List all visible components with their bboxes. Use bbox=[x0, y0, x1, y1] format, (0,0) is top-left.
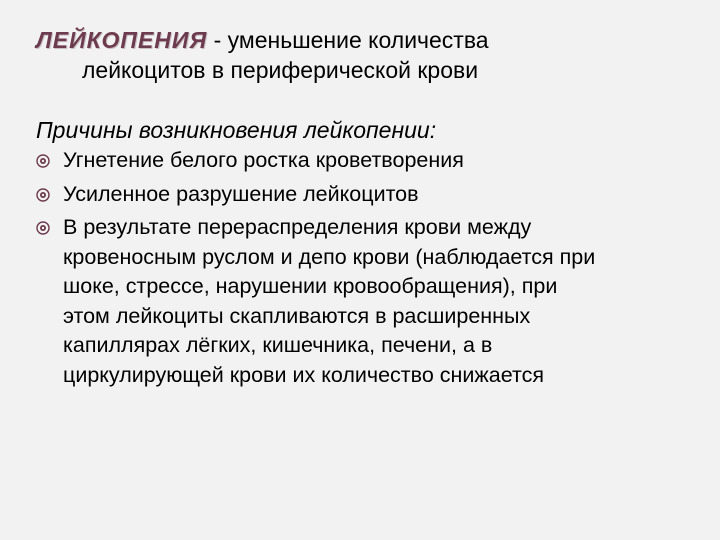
target-circle-bullet-icon bbox=[36, 188, 50, 202]
cause-text-line: шоке, стрессе, нарушении кровообращения), при bbox=[63, 274, 558, 298]
cause-text-line: В результате перераспределения крови между bbox=[63, 215, 532, 239]
cause-item bbox=[36, 213, 686, 390]
definition-text-line1: - уменьшение количества bbox=[207, 27, 489, 53]
causes-heading: Причины возникновения лейкопении: bbox=[36, 117, 437, 143]
cause-text-line: циркулирующей крови их количество снижается bbox=[63, 362, 544, 387]
term-heading: ЛЕЙКОПЕНИЯ bbox=[36, 27, 208, 53]
target-circle-bullet-icon bbox=[36, 154, 50, 168]
cause-text-line: капиллярах лёгких, кишечника, печени, а в bbox=[63, 333, 493, 357]
cause-item bbox=[36, 146, 686, 176]
cause-text-line: кровеносным руслом и депо крови (наблюдается при bbox=[63, 244, 596, 269]
definition-title bbox=[36, 26, 489, 54]
causes-list bbox=[36, 146, 686, 394]
cause-text-line: этом лейкоциты скапливаются в расширенных bbox=[63, 303, 531, 328]
cause-text-line: Усиленное разрушение лейкоцитов bbox=[63, 181, 419, 206]
target-circle-bullet-icon bbox=[36, 221, 50, 235]
cause-text-line: Угнетение белого ростка кроветворения bbox=[63, 148, 464, 172]
cause-item bbox=[36, 180, 686, 210]
definition-text-line2: лейкоцитов в периферической крови bbox=[82, 57, 479, 83]
